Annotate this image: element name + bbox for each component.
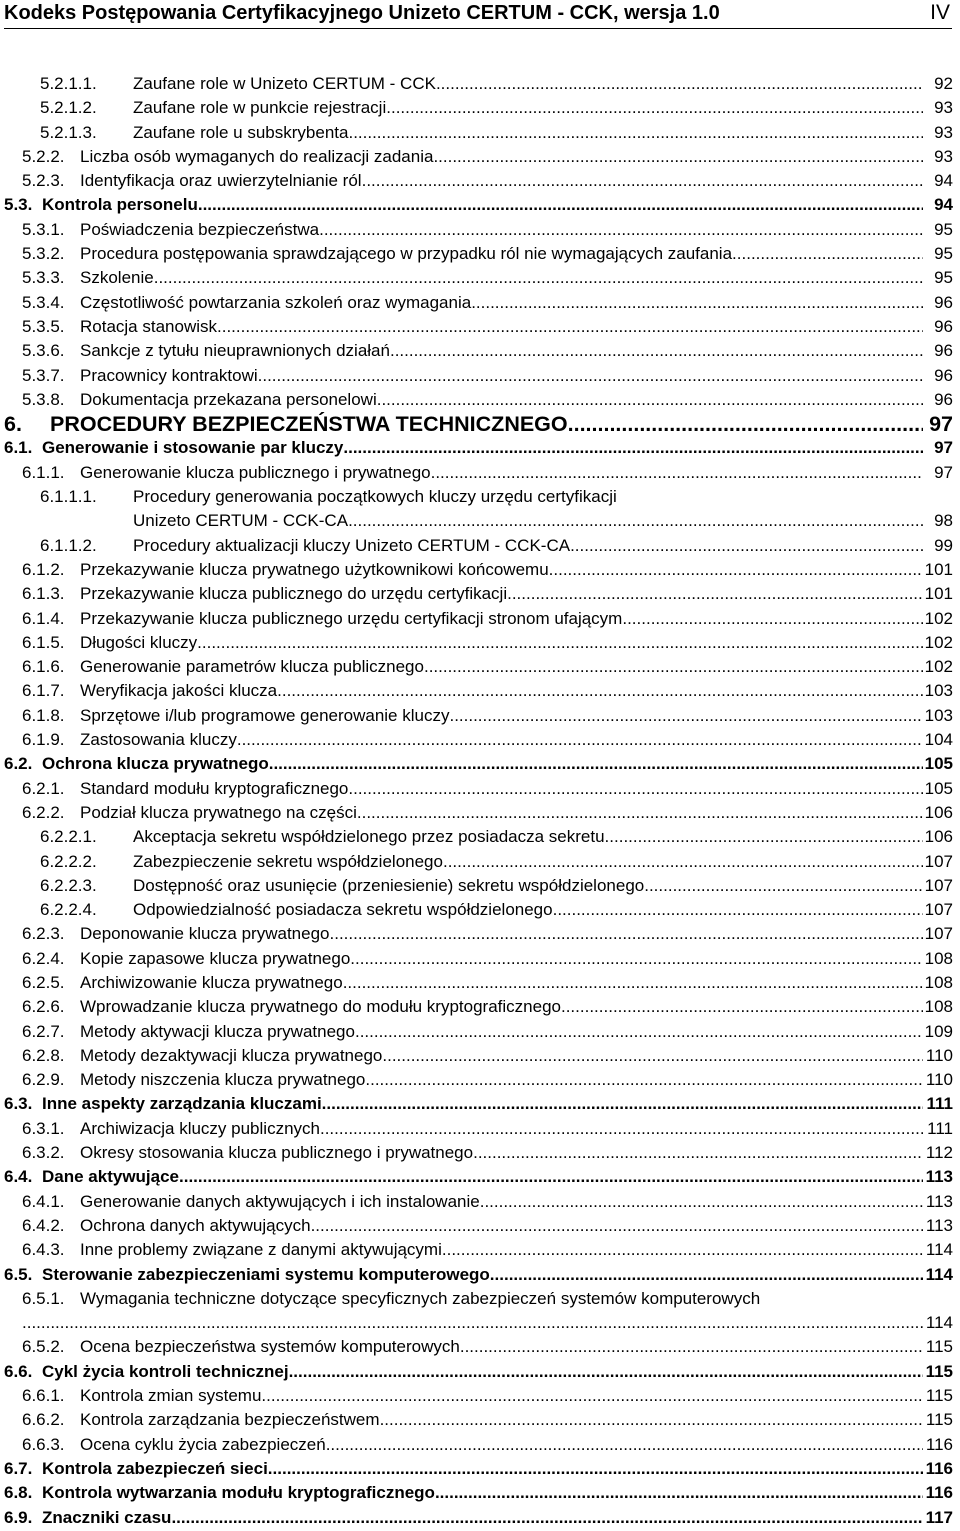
- toc-entry[interactable]: [0, 1117, 960, 1141]
- dot-leader: [277, 679, 923, 703]
- toc-entry-number: 6.2.2.2.: [40, 851, 97, 871]
- toc-entry-page: 107: [924, 900, 953, 920]
- toc-entry-page: 114: [925, 1264, 953, 1284]
- toc-entry-title-line1: Wymagania techniczne dotyczące specyficznych zabezpieczeń systemów komputerowych: [80, 1288, 761, 1308]
- toc-entry[interactable]: [0, 971, 960, 995]
- toc-entry-title: Archiwizowanie klucza prywatnego: [80, 971, 343, 995]
- toc-entry-title: Kontrola zmian systemu: [80, 1384, 261, 1408]
- toc-entry[interactable]: [0, 1457, 960, 1481]
- toc-entry-number: 5.3.1.: [22, 219, 65, 239]
- toc-entry-number: 6.2.3.: [22, 924, 65, 944]
- toc-entry-page: 110: [925, 1070, 953, 1090]
- toc-entry[interactable]: [0, 145, 960, 169]
- toc-entry-title: Procedury aktualizacji kluczy Unizeto CERTUM - CCK-CA: [133, 534, 570, 558]
- toc-entry-title: Deponowanie klucza prywatnego: [80, 922, 330, 946]
- toc-entry-page: 102: [924, 632, 953, 652]
- toc-entry-number: 6.6.2.: [22, 1410, 65, 1430]
- toc-entry-title: Generowanie i stosowanie par kluczy: [42, 436, 343, 460]
- toc-entry-number: 5.2.1.1.: [40, 74, 97, 93]
- dot-leader: [268, 1457, 923, 1481]
- toc-entry-number: 6.9.: [4, 1507, 33, 1527]
- toc-entry-title: Kopie zapasowe klucza prywatnego: [80, 947, 350, 971]
- toc-entry-title: Rotacja stanowisk: [80, 315, 217, 339]
- toc-entry-title: Unizeto CERTUM - CCK-CA: [133, 509, 348, 533]
- toc-entry[interactable]: [0, 850, 960, 874]
- toc-entry-number: 6.2.2.1.: [40, 827, 97, 847]
- toc-entry[interactable]: [0, 485, 960, 534]
- dot-leader: [391, 96, 923, 120]
- toc-entry[interactable]: [0, 558, 960, 582]
- dot-leader: [644, 874, 923, 898]
- dot-leader: [622, 607, 923, 631]
- toc-entry-page: 116: [925, 1458, 953, 1478]
- toc-entry[interactable]: [0, 1481, 960, 1505]
- toc-entry-number: 6.4.1.: [22, 1191, 65, 1211]
- toc-entry-number: 5.2.1.3.: [40, 122, 97, 142]
- toc-entry[interactable]: [0, 436, 960, 460]
- toc-entry-title: Identyfikacja oraz uwierzytelnianie ról: [80, 169, 362, 193]
- toc-entry-number: 6.1.7.: [22, 681, 65, 701]
- toc-entry-number: 5.3.8.: [22, 389, 65, 409]
- toc-entry-title: Przekazywanie klucza publicznego do urzędu certyfikacji: [80, 582, 507, 606]
- dot-leader: [330, 922, 924, 946]
- dot-leader: [171, 1506, 923, 1530]
- dot-leader: [390, 339, 923, 363]
- toc-entry[interactable]: [0, 655, 960, 679]
- toc-entry-title: Liczba osób wymaganych do realizacji zadania: [80, 145, 433, 169]
- toc-entry-page: 102: [924, 657, 953, 677]
- page-number: IV: [930, 1, 950, 24]
- toc-entry[interactable]: [0, 995, 960, 1019]
- toc-entry[interactable]: [0, 1092, 960, 1116]
- dot-leader: [568, 412, 923, 436]
- toc-entry[interactable]: [0, 1190, 960, 1214]
- toc-entry-number: 6.4.2.: [22, 1215, 65, 1235]
- toc-entry[interactable]: [0, 1433, 960, 1457]
- toc-entry-number: 5.3.: [4, 195, 33, 215]
- toc-entry-number: 6.6.1.: [22, 1386, 65, 1406]
- toc-entry-number: 5.2.3.: [22, 171, 65, 191]
- toc-entry-page: 107: [924, 875, 953, 895]
- toc-entry-page: 97: [934, 462, 953, 482]
- toc-entry-page: 116: [925, 1483, 953, 1503]
- toc-entry[interactable]: [0, 339, 960, 363]
- dot-leader: [480, 1190, 923, 1214]
- toc-entry-number: 5.2.1.2.: [40, 98, 97, 118]
- dot-leader: [382, 1044, 923, 1068]
- toc-entry-title: Standard modułu kryptograficznego: [80, 777, 348, 801]
- toc-entry-page: 105: [924, 778, 953, 798]
- toc-entry-page: 108: [924, 997, 953, 1017]
- toc-entry-title: Metody niszczenia klucza prywatnego: [80, 1068, 365, 1092]
- toc-entry-number: 6.7.: [4, 1458, 33, 1478]
- toc-entry-title: Ocena bezpieczeństwa systemów komputerowych: [80, 1335, 460, 1359]
- toc-entry[interactable]: [0, 364, 960, 388]
- toc-entry[interactable]: [0, 169, 960, 193]
- toc-entry-title: Kontrola zabezpieczeń sieci: [42, 1457, 268, 1481]
- toc-entry-page: 96: [934, 389, 953, 409]
- toc-entry-title: Zaufane role w punkcie rejestracji.: [133, 96, 391, 120]
- dot-leader: [326, 1433, 923, 1457]
- dot-leader: [448, 850, 923, 874]
- toc-entry-page: 98: [934, 511, 953, 531]
- dot-leader: [360, 1020, 923, 1044]
- toc-entry-title: Akceptacja sekretu współdzielonego przez posiadacza sekretu: [133, 825, 605, 849]
- toc-entry[interactable]: [0, 1360, 960, 1384]
- toc-entry[interactable]: [0, 1263, 960, 1287]
- toc-entry[interactable]: [0, 412, 960, 436]
- toc-entry-number: 5.3.2.: [22, 244, 65, 264]
- toc-entry-number: 6.6.3.: [22, 1434, 65, 1454]
- toc-entry[interactable]: [0, 1214, 960, 1238]
- toc-entry-page: 106: [924, 827, 953, 847]
- dot-leader: [570, 534, 923, 558]
- toc-entry-title: Inne problemy związane z danymi aktywującymi: [80, 1238, 442, 1262]
- toc-entry[interactable]: [0, 96, 960, 120]
- table-of-contents: [0, 72, 960, 1530]
- dot-leader: [269, 752, 923, 776]
- dot-leader: [380, 1408, 923, 1432]
- dot-leader: [490, 1263, 923, 1287]
- toc-entry[interactable]: [0, 242, 960, 266]
- toc-entry-title: Podział klucza prywatnego na części: [80, 801, 357, 825]
- toc-entry-page: 97: [929, 412, 953, 437]
- toc-entry-title: Ochrona danych aktywujących: [80, 1214, 311, 1238]
- toc-entry-number: 6.1.4.: [22, 608, 65, 628]
- dot-leader: [343, 436, 923, 460]
- toc-entry-number: 5.3.4.: [22, 292, 65, 312]
- toc-entry-number: 6.4.3.: [22, 1240, 65, 1260]
- toc-entry-number: 5.3.5.: [22, 316, 65, 336]
- toc-entry-number: 6.3.: [4, 1094, 33, 1114]
- toc-entry[interactable]: [0, 1335, 960, 1359]
- toc-entry[interactable]: [0, 534, 960, 558]
- dot-leader: [22, 1311, 923, 1335]
- dot-leader: [424, 655, 923, 679]
- dot-leader: [460, 1335, 923, 1359]
- toc-entry-title: Weryfikacja jakości klucza: [80, 679, 277, 703]
- toc-entry-number: 5.2.2.: [22, 146, 65, 166]
- toc-entry-title: Szkolenie: [80, 266, 154, 290]
- toc-entry-title: Zaufane role u subskrybenta: [133, 121, 348, 145]
- toc-entry[interactable]: [0, 679, 960, 703]
- dot-leader: [561, 995, 923, 1019]
- toc-entry[interactable]: [0, 291, 960, 315]
- toc-entry[interactable]: [0, 801, 960, 825]
- toc-entry-page: 97: [934, 438, 953, 458]
- toc-entry-title: Inne aspekty zarządzania kluczami: [42, 1092, 322, 1116]
- toc-entry-title: Długości kluczy: [80, 631, 197, 655]
- dot-leader: [343, 971, 923, 995]
- toc-entry-number: 6.2.8.: [22, 1045, 65, 1065]
- toc-entry[interactable]: [0, 704, 960, 728]
- toc-entry-page: 111: [927, 1118, 953, 1138]
- dot-leader: [319, 218, 923, 242]
- dot-leader: [179, 1165, 923, 1189]
- toc-entry-page: 116: [925, 1434, 953, 1454]
- dot-leader: [449, 704, 923, 728]
- toc-entry-number: 6.5.1.: [22, 1288, 65, 1308]
- dot-leader: [350, 947, 923, 971]
- toc-entry-page: 94: [934, 171, 953, 191]
- dot-leader: [348, 121, 923, 145]
- toc-entry-number: 6.1.3.: [22, 584, 65, 604]
- toc-entry[interactable]: [0, 1408, 960, 1432]
- toc-entry[interactable]: [0, 72, 960, 96]
- dot-leader: [362, 169, 923, 193]
- dot-leader: [348, 777, 923, 801]
- dot-leader: [258, 364, 923, 388]
- toc-entry-number: 6.1.1.1.: [40, 487, 97, 507]
- toc-entry-number: 6.2.6.: [22, 997, 65, 1017]
- toc-entry-title: Dostępność oraz usunięcie (przeniesienie) sekretu współdzielonego: [133, 874, 644, 898]
- toc-entry[interactable]: [0, 193, 960, 217]
- toc-entry-page: 96: [934, 341, 953, 361]
- toc-entry-page: 107: [924, 851, 953, 871]
- dot-leader: [261, 1384, 923, 1408]
- dot-leader: [365, 1068, 923, 1092]
- toc-entry-page: 93: [934, 122, 953, 142]
- toc-entry-number: 6.1.5.: [22, 632, 65, 652]
- toc-entry-title: Generowanie parametrów klucza publicznego: [80, 655, 424, 679]
- toc-entry-title: Sprzętowe i/lub programowe generowanie kluczy: [80, 704, 449, 728]
- toc-entry-page: 94: [934, 195, 953, 215]
- toc-entry-title: Przekazywanie klucza publicznego urzędu certyfikacji stronom ufającym: [80, 607, 622, 631]
- toc-entry[interactable]: [0, 1506, 960, 1530]
- toc-entry-page: 103: [924, 681, 953, 701]
- toc-entry[interactable]: [0, 1287, 960, 1336]
- toc-entry-page: 113: [925, 1167, 953, 1187]
- toc-entry-page: 117: [925, 1507, 953, 1527]
- toc-entry-title: Wprowadzanie klucza prywatnego do modułu kryptograficznego: [80, 995, 561, 1019]
- dot-leader: [197, 631, 923, 655]
- dot-leader: [237, 728, 923, 752]
- toc-entry[interactable]: [0, 898, 960, 922]
- page-header: [4, 0, 952, 29]
- dot-leader: [198, 193, 923, 217]
- toc-entry-page: 92: [934, 74, 953, 93]
- toc-entry-page: 103: [924, 705, 953, 725]
- toc-entry-title: Metody dezaktywacji klucza prywatnego: [80, 1044, 382, 1068]
- toc-entry[interactable]: [0, 1068, 960, 1092]
- toc-entry-number: 6.2.5.: [22, 972, 65, 992]
- toc-entry-title: Przekazywanie klucza prywatnego użytkownikowi końcowemu: [80, 558, 549, 582]
- toc-entry-page: 113: [925, 1191, 953, 1211]
- toc-entry-page: 95: [934, 268, 953, 288]
- toc-entry-number: 6.2.9.: [22, 1070, 65, 1090]
- toc-entry[interactable]: [0, 121, 960, 145]
- dot-leader: [435, 1481, 923, 1505]
- toc-entry-title: Procedura postępowania sprawdzającego w przypadku ról nie wymagających zaufania: [80, 242, 732, 266]
- dot-leader: [431, 461, 923, 485]
- dot-leader: [377, 388, 923, 412]
- toc-entry[interactable]: [0, 1141, 960, 1165]
- toc-entry-number: 6.1.1.: [22, 462, 65, 482]
- toc-entry-number: 6.1.8.: [22, 705, 65, 725]
- toc-entry-number: 6.1.9.: [22, 730, 65, 750]
- toc-entry-title: Poświadczenia bezpieczeństwa: [80, 218, 319, 242]
- toc-entry[interactable]: [0, 922, 960, 946]
- toc-entry-page: 112: [925, 1143, 953, 1163]
- dot-leader: [732, 242, 923, 266]
- dot-leader: [507, 582, 923, 606]
- dot-leader: [433, 145, 923, 169]
- toc-entry-number: 6.1.1.2.: [40, 535, 97, 555]
- toc-entry-title: Okresy stosowania klucza publicznego i prywatnego: [80, 1141, 473, 1165]
- dot-leader: [311, 1214, 923, 1238]
- document-title: Kodeks Postępowania Certyfikacyjnego Unizeto CERTUM - CCK, wersja 1.0: [4, 2, 720, 24]
- dot-leader: [357, 801, 923, 825]
- toc-entry-title: Sterowanie zabezpieczeniami systemu komputerowego: [42, 1263, 490, 1287]
- toc-entry-title: Dokumentacja przekazana personelowi: [80, 388, 377, 412]
- toc-entry[interactable]: [0, 728, 960, 752]
- toc-entry-number: 6.1.2.: [22, 559, 65, 579]
- toc-entry-number: 5.3.7.: [22, 365, 65, 385]
- toc-entry[interactable]: [0, 607, 960, 631]
- toc-entry-page: 102: [924, 608, 953, 628]
- toc-entry-title: Cykl życia kontroli technicznej: [42, 1360, 289, 1384]
- toc-entry-title: Generowanie klucza publicznego i prywatnego: [80, 461, 431, 485]
- toc-entry-number: 5.3.3.: [22, 268, 65, 288]
- toc-entry-title: Zastosowania kluczy: [80, 728, 237, 752]
- toc-entry-page: 95: [934, 244, 953, 264]
- toc-entry-title: Zaufane role w Unizeto CERTUM - CCK: [133, 72, 436, 96]
- toc-entry-number: 6.2.2.4.: [40, 900, 97, 920]
- dot-leader: [289, 1360, 923, 1384]
- toc-entry-page: 110: [925, 1045, 953, 1065]
- toc-entry-page: 115: [925, 1361, 953, 1381]
- toc-entry[interactable]: [0, 1020, 960, 1044]
- toc-entry-title: Generowanie danych aktywujących i ich instalowanie: [80, 1190, 480, 1214]
- toc-entry[interactable]: [0, 825, 960, 849]
- toc-entry-number: 6.2.: [4, 754, 33, 774]
- toc-entry-page: 115: [925, 1386, 953, 1406]
- toc-entry[interactable]: [0, 631, 960, 655]
- toc-entry[interactable]: [0, 874, 960, 898]
- toc-entry-page: 115: [925, 1410, 953, 1430]
- toc-entry-number: 6.1.6.: [22, 657, 65, 677]
- toc-entry-title: Częstotliwość powtarzania szkoleń oraz wymagania: [80, 291, 471, 315]
- toc-entry[interactable]: [0, 266, 960, 290]
- toc-entry-page: 114: [925, 1313, 953, 1333]
- toc-entry[interactable]: [0, 218, 960, 242]
- toc-entry-page: 96: [934, 316, 953, 336]
- toc-entry-number: 6.2.2.3.: [40, 875, 97, 895]
- toc-entry[interactable]: [0, 752, 960, 776]
- dot-leader: [322, 1092, 923, 1116]
- dot-leader: [154, 266, 923, 290]
- toc-entry-title: Kontrola zarządzania bezpieczeństwem: [80, 1408, 380, 1432]
- toc-entry-page: 115: [925, 1337, 953, 1357]
- toc-entry-number: 6.5.: [4, 1264, 33, 1284]
- toc-entry-page: 93: [934, 98, 953, 118]
- toc-entry-page: 108: [924, 948, 953, 968]
- toc-entry-page: 106: [924, 802, 953, 822]
- dot-leader: [436, 72, 923, 96]
- dot-leader: [217, 315, 923, 339]
- dot-leader: [473, 1141, 923, 1165]
- toc-entry-page: 105: [924, 754, 953, 774]
- toc-entry-number: 6.2.4.: [22, 948, 65, 968]
- toc-entry-title: Kontrola personelu: [42, 193, 198, 217]
- toc-entry-number: 6.: [4, 412, 22, 437]
- toc-entry-title: PROCEDURY BEZPIECZEŃSTWA TECHNICZNEGO: [50, 412, 568, 437]
- toc-entry-page: 99: [934, 535, 953, 555]
- toc-entry-title: Ocena cyklu życia zabezpieczeń: [80, 1433, 326, 1457]
- toc-entry-title-line1: Procedury generowania początkowych kluczy urzędu certyfikacji: [133, 487, 617, 507]
- toc-entry[interactable]: [0, 947, 960, 971]
- dot-leader: [605, 825, 923, 849]
- toc-entry-title: Metody aktywacji klucza prywatnego.: [80, 1020, 360, 1044]
- toc-entry[interactable]: [0, 1044, 960, 1068]
- toc-entry-title: Kontrola wytwarzania modułu kryptograficznego: [42, 1481, 435, 1505]
- toc-entry-title: Ochrona klucza prywatnego: [42, 752, 269, 776]
- toc-entry-page: 96: [934, 292, 953, 312]
- toc-entry-page: 114: [925, 1240, 953, 1260]
- toc-entry-page: 101: [924, 584, 953, 604]
- dot-leader: [549, 558, 923, 582]
- toc-entry-page: 113: [925, 1215, 953, 1235]
- toc-entry-number: 6.2.1.: [22, 778, 65, 798]
- dot-leader: [442, 1238, 923, 1262]
- toc-entry[interactable]: [0, 315, 960, 339]
- toc-entry-number: 6.8.: [4, 1483, 33, 1503]
- toc-entry-page: 108: [924, 972, 953, 992]
- toc-entry-title: Znaczniki czasu: [42, 1506, 171, 1530]
- toc-entry-page: 93: [934, 146, 953, 166]
- dot-leader: [471, 291, 923, 315]
- toc-entry-number: 6.4.: [4, 1167, 33, 1187]
- toc-entry-page: 96: [934, 365, 953, 385]
- toc-entry-title: Odpowiedzialność posiadacza sekretu współdzielonego: [133, 898, 553, 922]
- dot-leader: [553, 898, 923, 922]
- toc-entry-page: 95: [934, 219, 953, 239]
- toc-entry-number: 6.1.: [4, 438, 33, 458]
- toc-entry[interactable]: [0, 582, 960, 606]
- toc-entry-title: Sankcje z tytułu nieuprawnionych działań: [80, 339, 390, 363]
- toc-entry[interactable]: [0, 1384, 960, 1408]
- toc-entry-number: 6.6.: [4, 1361, 33, 1381]
- toc-entry-title: Pracownicy kontraktowi: [80, 364, 258, 388]
- toc-entry-page: 104: [924, 730, 953, 750]
- toc-entry-number: 5.3.6.: [22, 341, 65, 361]
- toc-entry-page: 111: [926, 1094, 953, 1114]
- toc-entry[interactable]: [0, 461, 960, 485]
- toc-entry-page: 107: [924, 924, 953, 944]
- dot-leader: [320, 1117, 923, 1141]
- toc-entry[interactable]: [0, 1165, 960, 1189]
- toc-entry-number: 6.3.1.: [22, 1118, 65, 1138]
- toc-entry-title: Archiwizacja kluczy publicznych: [80, 1117, 320, 1141]
- toc-entry-title: Zabezpieczenie sekretu współdzielonego.: [133, 850, 448, 874]
- toc-entry[interactable]: [0, 1238, 960, 1262]
- toc-entry-number: 6.2.2.: [22, 802, 65, 822]
- toc-entry-page: 101: [924, 559, 953, 579]
- toc-entry[interactable]: [0, 777, 960, 801]
- toc-entry-number: 6.2.7.: [22, 1021, 65, 1041]
- toc-entry-number: 6.3.2.: [22, 1143, 65, 1163]
- dot-leader: [348, 509, 923, 533]
- toc-entry-title: Dane aktywujące: [42, 1165, 179, 1189]
- toc-entry-page: 109: [924, 1021, 953, 1041]
- toc-entry[interactable]: [0, 388, 960, 412]
- toc-entry-number: 6.5.2.: [22, 1337, 65, 1357]
